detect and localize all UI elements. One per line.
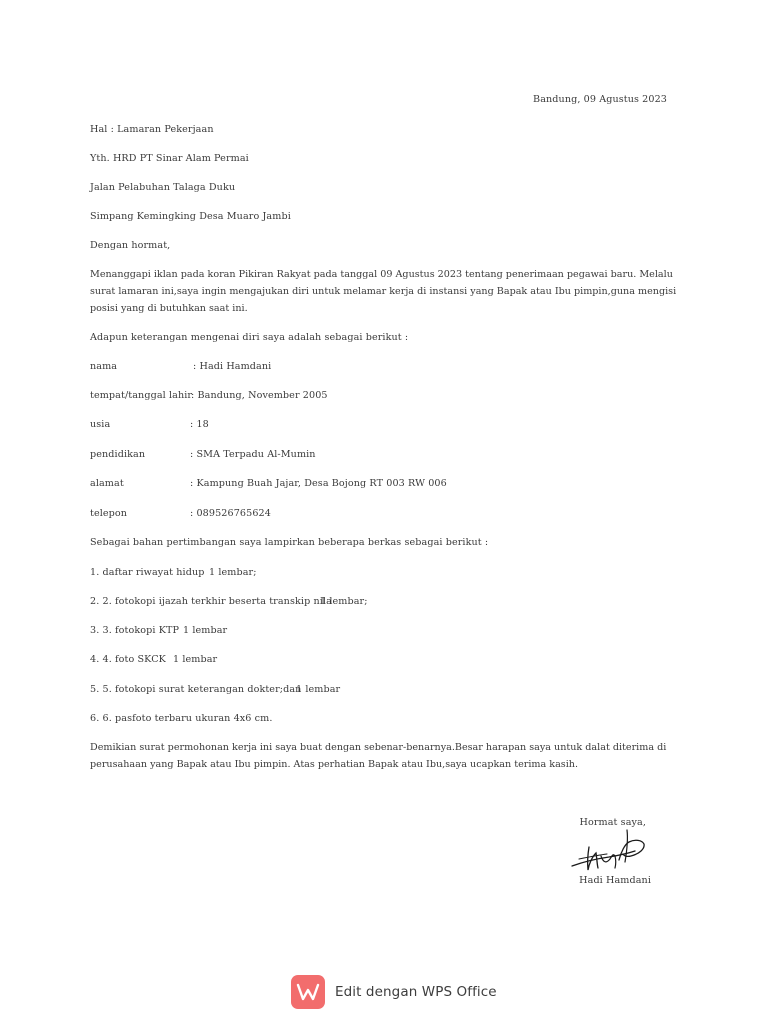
letter-closing: Demikian surat permohonan kerja ini saya buat dengan sebenar-benarnya.Besar harapan saya untuk dalat diterima di perusahaan yang Bapak atau Ibu pimpin. Atas perhatian Bapak atau Ibu,saya ucapkan terima kasih. xyxy=(90,742,667,770)
detail-value-pendidikan: : SMA Terpadu Al-Mumin xyxy=(190,449,316,460)
detail-label-usia: usia xyxy=(90,419,111,430)
attachment-qty: 1 lembar xyxy=(183,625,228,636)
attachment-item: 4. 4. foto SKCK xyxy=(90,654,166,665)
letter-subject: Hal : Lamaran Pekerjaan xyxy=(90,124,214,135)
attachment-qty: 1 lembar xyxy=(296,684,341,695)
attachment-item: 2. 2. fotokopi ijazah terkhir beserta transkip nila xyxy=(90,596,332,607)
letter-recipient: Yth. HRD PT Sinar Alam Permai xyxy=(90,153,249,164)
wps-logo-icon xyxy=(291,975,325,1009)
detail-value-alamat: : Kampung Buah Jajar, Desa Bojong RT 003 RW 006 xyxy=(190,478,447,489)
detail-value-usia: : 18 xyxy=(190,419,209,430)
attachment-qty: 1 lembar; xyxy=(320,596,368,607)
signature-image xyxy=(569,826,651,874)
attachment-item: 5. 5. fotokopi surat keterangan dokter;dan xyxy=(90,684,302,695)
wps-edit-banner[interactable] xyxy=(291,975,497,1009)
detail-label-alamat: alamat xyxy=(90,478,124,489)
attachments-intro: Sebagai bahan pertimbangan saya lampirkan beberapa berkas sebagai berikut : xyxy=(90,537,489,548)
detail-value-telepon: : 089526765624 xyxy=(190,508,271,519)
detail-value-nama: : Hadi Hamdani xyxy=(193,361,272,372)
detail-value-ttl: : Bandung, November 2005 xyxy=(191,390,328,401)
attachment-qty: 1 lembar; xyxy=(209,567,257,578)
letter-greeting: Dengan hormat, xyxy=(90,240,171,251)
wps-edit-label[interactable]: Edit dengan WPS Office xyxy=(335,984,497,1000)
detail-label-nama: nama xyxy=(90,361,118,372)
letter-date: Bandung, 09 Agustus 2023 xyxy=(533,94,667,105)
attachment-item: 1. daftar riwayat hidup xyxy=(90,567,205,578)
detail-label-pendidikan: pendidikan xyxy=(90,449,146,460)
letter-intro: Menanggapi iklan pada koran Pikiran Rakyat pada tanggal 09 Agustus 2023 tentang penerimaan pegawai baru. Melalu surat lamaran ini,saya ingin mengajukan diri untuk melamar kerja di instansi yang Bapak atau Ibu pimpin,guna mengisi posisi yang di butuhkan saat ini. xyxy=(90,269,677,314)
detail-label-telepon: telepon xyxy=(90,508,128,519)
attachment-item: 3. 3. fotokopi KTP xyxy=(90,625,180,636)
letter-address-line1: Jalan Pelabuhan Talaga Duku xyxy=(90,182,236,193)
letter-address-line2: Simpang Kemingking Desa Muaro Jambi xyxy=(90,211,291,222)
attachment-item: 6. 6. pasfoto terbaru ukuran 4x6 cm. xyxy=(90,713,273,724)
details-intro: Adapun keterangan mengenai diri saya adalah sebagai berikut : xyxy=(90,332,409,343)
signer-name: Hadi Hamdani xyxy=(579,875,651,886)
detail-label-ttl: tempat/tanggal lahir xyxy=(90,390,193,401)
sign-off: Hormat saya, xyxy=(579,817,646,828)
attachment-qty: 1 lembar xyxy=(173,654,218,665)
